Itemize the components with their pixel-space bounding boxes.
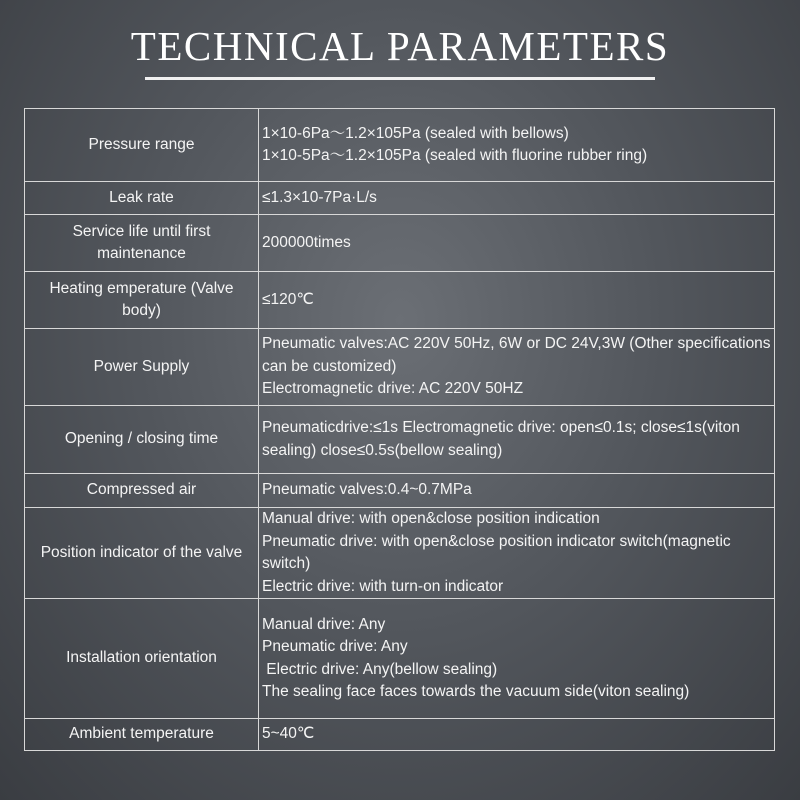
value-line: ≤1.3×10-7Pa·L/s: [262, 188, 377, 206]
row-value: [259, 272, 775, 329]
value-line: Pneumatic drive: with open&close position indicator switch(magnetic switch): [262, 532, 731, 572]
row-value: [259, 109, 775, 182]
value-line: Pneumaticdrive:≤1s Electromagnetic drive: open≤0.1s; close≤1s(viton sealing) close≤0.5s(bellow sealing): [262, 419, 740, 459]
table-row: [25, 599, 775, 719]
row-value: [259, 406, 775, 474]
value-line: The sealing face faces towards the vacuum side(viton sealing): [262, 683, 690, 700]
value-line: 5~40℃: [262, 725, 315, 743]
value-line: Manual drive: Any: [262, 615, 386, 633]
value-line: 200000times: [262, 233, 351, 251]
row-value: [259, 182, 775, 215]
row-label: Heating emperature (Valve body): [25, 272, 259, 329]
value-line: 1×10-5Pa～1.2×105Pa (sealed with fluorine rubber ring): [262, 147, 648, 164]
row-value: [259, 215, 775, 272]
row-label: Ambient temperature: [25, 719, 259, 751]
row-label: Opening / closing time: [25, 406, 259, 474]
row-label: Leak rate: [25, 182, 259, 215]
row-value: [259, 329, 775, 406]
row-value: [259, 719, 775, 751]
value-line: ≤120℃: [262, 290, 314, 308]
table-row: [25, 329, 775, 406]
table-row: [25, 406, 775, 474]
table-row: [25, 474, 775, 508]
row-label: Compressed air: [25, 474, 259, 508]
parameters-table: [24, 108, 775, 751]
page-title: TECHNICAL PARAMETERS: [130, 23, 670, 69]
table-row: [25, 272, 775, 329]
value-line: Pneumatic drive: Any: [262, 638, 408, 655]
value-line: Electromagnetic drive: AC 220V 50HZ: [262, 380, 524, 398]
title-underline: [145, 77, 655, 80]
table-row: [25, 109, 775, 182]
table-row: [25, 719, 775, 751]
value-line: Manual drive: with open&close position indication: [262, 510, 600, 527]
value-line: Electric drive: with turn-on indicator: [262, 577, 504, 595]
row-label: Pressure range: [25, 109, 259, 182]
row-value: [259, 474, 775, 508]
table-row: [25, 182, 775, 215]
row-label: Service life until first maintenance: [25, 215, 259, 272]
row-label: Installation orientation: [25, 599, 259, 719]
table-row: [25, 508, 775, 599]
value-line: Pneumatic valves:0.4~0.7MPa: [262, 481, 472, 499]
value-line: Pneumatic valves:AC 220V 50Hz, 6W or DC 24V,3W (Other specifications can be customized): [262, 335, 771, 375]
row-value: [259, 599, 775, 719]
row-value: [259, 508, 775, 599]
table-row: [25, 215, 775, 272]
value-line: Electric drive: Any(bellow sealing): [262, 660, 498, 678]
row-label: Position indicator of the valve: [25, 508, 259, 599]
row-label: Power Supply: [25, 329, 259, 406]
value-line: 1×10-6Pa～1.2×105Pa (sealed with bellows): [262, 124, 569, 142]
